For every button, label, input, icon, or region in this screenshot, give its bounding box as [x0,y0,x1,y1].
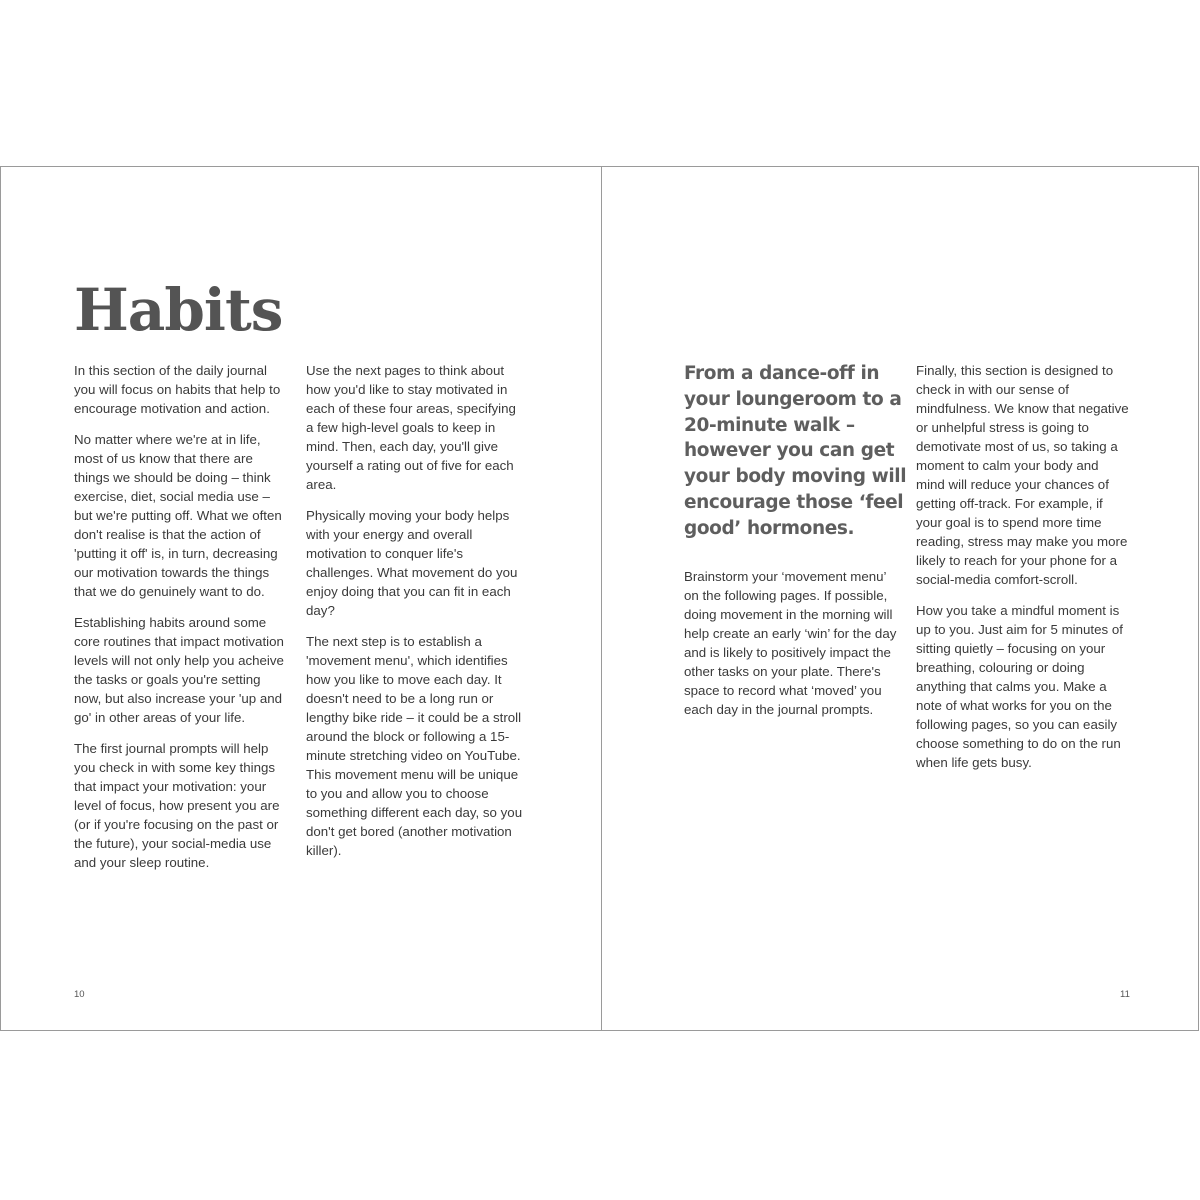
right-page [602,167,1199,1030]
paragraph: The first journal prompts will help you check in with some key things that impact your motivation: your level of focus, how present you are (or if you're focusing on the past or the future), your social-media use and your sleep routine. [74,741,280,870]
paragraph: Finally, this section is designed to check in with our sense of mindfulness. We know that negative or unhelpful stress is going to demotivate most of us, so taking a moment to calm your body and mind will reduce your chances of getting off-track. For example, if your goal is to spend more time reading, stress may make you more likely to reach for your phone for a social-media comfort-scroll. [916,363,1129,587]
page-number: 11 [1120,989,1130,1000]
paragraph: No matter where we're at in life, most of us know that there are things we should be doing – think exercise, diet, social media use – but we're putting off. What we often don't realise is that the action of 'putting it off' is, in turn, decreasing our motivation towards the things that we do genuinely want to do. [74,432,282,599]
page-number: 10 [74,989,85,1000]
book-spread [0,166,1199,1031]
left-column-2 [306,361,526,872]
left-page [1,167,601,1030]
paragraph: The next step is to establish a 'movement menu', which identifies how you like to move each day. It doesn't need to be a long run or lengthy bike ride – it could be a stroll around the block or following a 15-minute stretching video on YouTube. This movement menu will be unique to you and allow you to choose something different each day, so you don't get bored (another motivation killer). [306,634,523,858]
pull-quote: From a dance-off in your loungeroom to a 20-minute walk – however you can get your body moving will encourage those ‘feel good’ hormones. [684,363,907,539]
paragraph: Brainstorm your ‘movement menu’ on the following pages. If possible, doing movement in the morning will help create an early ‘win’ for the day and is likely to positively impact the other tasks on your plate. There's space to record what ‘moved’ you each day in the journal prompts. [684,569,897,717]
paragraph: Establishing habits around some core routines that impact motivation levels will not only help you acheive the tasks or goals you're setting now, but also increase your 'up and go' in other areas of your life. [74,615,284,725]
paragraph: Physically moving your body helps with your energy and overall motivation to conquer life's challenges. What movement do you enjoy doing that you can fit in each day? [306,508,518,618]
right-column-2 [916,361,1131,784]
right-column-1 [684,567,899,731]
page-title: Habits [74,276,283,344]
left-column-1 [74,361,289,884]
paragraph: How you take a mindful moment is up to you. Just aim for 5 minutes of sitting quietly – focusing on your breathing, colouring or doing anything that calms you. Make a note of what works for you on the following pages, so you can easily choose something to do on the run when life gets busy. [916,603,1123,770]
paragraph: In this section of the daily journal you will focus on habits that help to encourage motivation and action. [74,363,281,416]
paragraph: Use the next pages to think about how you'd like to stay motivated in each of these four areas, specifying a few high-level goals to keep in mind. Then, each day, you'll give yourself a rating out of five for each area. [306,363,516,492]
